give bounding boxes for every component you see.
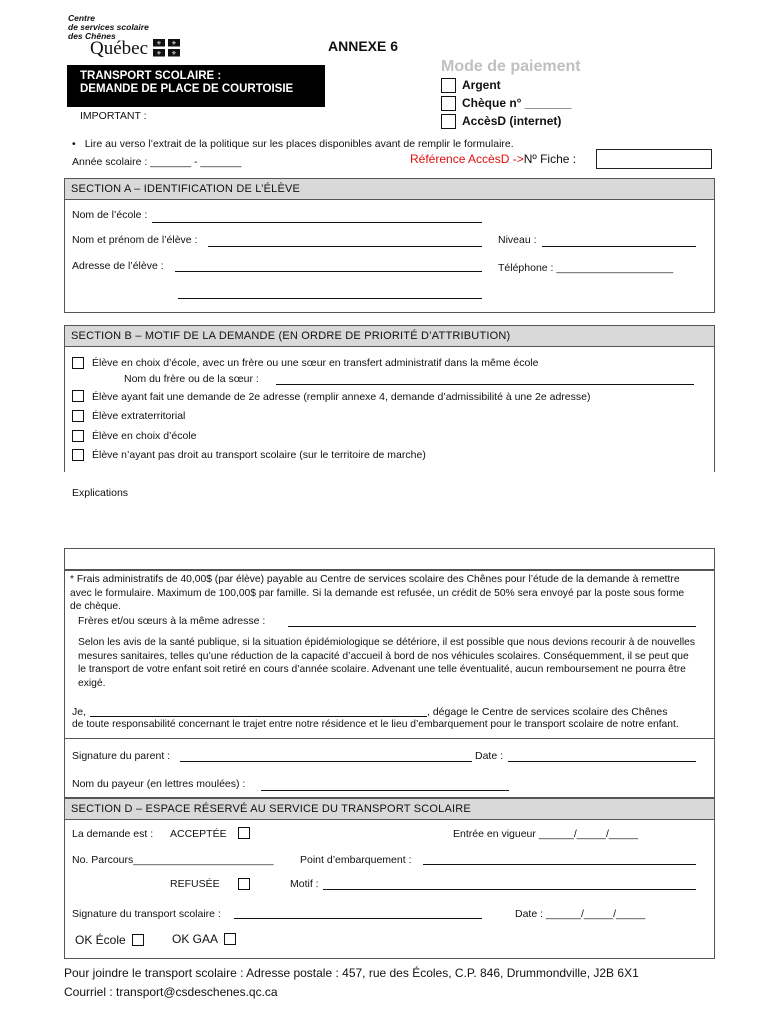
footer-email: Courriel : transport@csdeschenes.qc.ca <box>64 985 278 999</box>
ok-ecole-checkbox[interactable] <box>132 934 144 946</box>
decharge-text-1: , dégage le Centre de services scolaire des Chênes <box>427 706 668 718</box>
public-health-text: Selon les avis de la santé publique, si la situation épidémiologique se détériore, il est possible que nous devions recourir à de nouvelles mesures sanitaires, telles qu’une réduction de la capacité d’accueil à bord de nos véhicules scolaires. Conséquemment, il se peut que le transport de votre enfant soit retiré en cours d’année scolaire. Advenant une telle éventualité, aucun remboursement ne pourra être exigé. <box>78 637 696 689</box>
route-number-field[interactable]: No. Parcours________________________ <box>72 854 274 866</box>
svg-text:⚜: ⚜ <box>156 49 162 57</box>
school-name-input[interactable] <box>152 222 482 223</box>
phone-field[interactable]: Téléphone : ____________________ <box>498 262 674 274</box>
siblings-address-label: Frères et/ou sœurs à la même adresse : <box>78 615 266 627</box>
decharge-text-2: de toute responsabilité concernant le trajet entre notre résidence et le lieu d’embarquement pour le transport scolaire de notre enfant. <box>72 719 679 730</box>
form-title-banner: TRANSPORT SCOLAIRE : DEMANDE DE PLACE DE COURTOISIE <box>67 65 325 107</box>
student-name-label: Nom et prénom de l’élève : <box>72 234 198 246</box>
ok-gaa-label: OK GAA <box>172 932 219 946</box>
fiche-number-input[interactable] <box>596 149 712 169</box>
reason-option-3-checkbox[interactable] <box>72 410 84 422</box>
section-a-header: SECTION A – IDENTIFICATION DE L’ÉLÈVE <box>64 178 715 200</box>
refused-checkbox[interactable] <box>238 878 250 890</box>
svg-text:⚜: ⚜ <box>171 39 177 47</box>
payment-cheque-label: Chèque n° _______ <box>462 96 572 110</box>
annexe-label: ANNEXE 6 <box>328 38 399 54</box>
reason-option-2-checkbox[interactable] <box>72 390 84 402</box>
school-year-field[interactable]: Année scolaire : _______ - _______ <box>72 156 242 168</box>
reason-option-3-label: Élève extraterritorial <box>92 410 186 422</box>
level-input[interactable] <box>542 246 696 247</box>
transport-signature-label: Signature du transport scolaire : <box>72 908 221 920</box>
sibling-name-label: Nom du frère ou de la sœur : <box>124 373 259 385</box>
accesd-reference-label: Référence AccèsD ->Nº Fiche : <box>410 152 577 166</box>
je-name-input[interactable] <box>90 716 427 717</box>
reason-option-1-checkbox[interactable] <box>72 357 84 369</box>
transport-signature-input[interactable] <box>234 918 482 919</box>
reason-label: Motif : <box>290 878 319 890</box>
boarding-point-label: Point d’embarquement : <box>300 854 412 866</box>
payment-cheque-checkbox[interactable] <box>441 96 456 111</box>
payment-cash-checkbox[interactable] <box>441 78 456 93</box>
student-address-input-2[interactable] <box>178 298 482 299</box>
footer-address: Pour joindre le transport scolaire : Adresse postale : 457, rue des Écoles, C.P. 846, Drummondville, J2B 6X1 <box>64 966 639 980</box>
sibling-name-input[interactable] <box>276 384 694 385</box>
intro-bullet: • Lire au verso l’extrait de la politique sur les places disponibles avant de remplir le formulaire. <box>72 138 514 150</box>
payer-name-label: Nom du payeur (en lettres moulées) : <box>72 778 246 790</box>
level-label: Niveau : <box>498 234 537 246</box>
quebec-flag-icon <box>153 39 181 60</box>
demand-status-label: La demande est : <box>72 828 154 840</box>
parent-signature-input[interactable] <box>180 761 472 762</box>
explications-textarea[interactable] <box>64 472 715 546</box>
je-label: Je, <box>72 706 87 718</box>
blank-bar <box>64 548 715 570</box>
student-name-input[interactable] <box>208 246 482 247</box>
explications-label: Explications <box>72 487 129 499</box>
student-address-label: Adresse de l’élève : <box>72 260 164 272</box>
reason-option-4-label: Élève en choix d’école <box>92 430 197 442</box>
effective-date-field[interactable]: Entrée en vigueur ______/_____/_____ <box>453 828 639 840</box>
payment-title: Mode de paiement <box>441 58 581 75</box>
refused-label: REFUSÉE <box>170 878 220 890</box>
ok-ecole-label: OK École <box>75 933 126 947</box>
parent-signature-label: Signature du parent : <box>72 750 171 762</box>
reason-option-2-label: Élève ayant fait une demande de 2e adresse (remplir annexe 4, demande d’admissibilité à une 2e adresse) <box>92 391 591 403</box>
quebec-logo: Québec ⚜ ⚜ ⚜ ⚜ <box>90 38 181 60</box>
reason-input[interactable] <box>323 889 696 890</box>
section-b-header: SECTION B – MOTIF DE LA DEMANDE (EN ORDRE DE PRIORITÉ D’ATTRIBUTION) <box>64 325 715 347</box>
boarding-point-input[interactable] <box>423 864 696 865</box>
reason-option-5-label: Élève n’ayant pas droit au transport scolaire (sur le territoire de marche) <box>92 449 426 461</box>
payment-accesd-checkbox[interactable] <box>441 114 456 129</box>
ok-gaa-checkbox[interactable] <box>224 933 236 945</box>
school-name-label: Nom de l’école : <box>72 209 148 221</box>
bullet-icon: • <box>72 138 76 150</box>
important-label: IMPORTANT : <box>80 110 147 122</box>
transport-date-field[interactable]: Date : ______/_____/_____ <box>515 908 646 920</box>
accepted-label: ACCEPTÉE <box>170 828 227 840</box>
payment-accesd-label: AccèsD (internet) <box>462 114 562 128</box>
parent-date-input[interactable] <box>508 761 696 762</box>
payer-name-input[interactable] <box>261 790 509 791</box>
siblings-address-input[interactable] <box>288 626 696 627</box>
org-name: Centre de services scolaire des Chênes <box>68 13 149 41</box>
accepted-checkbox[interactable] <box>238 827 250 839</box>
reason-option-4-checkbox[interactable] <box>72 430 84 442</box>
fees-text: * Frais administratifs de 40,00$ (par élève) payable au Centre de services scolaire des Chênes pour l’étude de la demande à remettre avec le formulaire. Maximum de 100,00$ par famille. Si la demande est refusée, un crédit de 50% sera envoyé par la poste sous forme de chèque. <box>70 574 685 612</box>
section-a-box <box>64 199 715 313</box>
parent-date-label: Date : <box>475 750 504 762</box>
section-d-header: SECTION D – ESPACE RÉSERVÉ AU SERVICE DU TRANSPORT SCOLAIRE <box>64 798 715 820</box>
reason-option-1-label: Élève en choix d’école, avec un frère ou une sœur en transfert administratif dans la même école <box>92 357 539 369</box>
svg-text:⚜: ⚜ <box>156 39 162 47</box>
reason-option-5-checkbox[interactable] <box>72 449 84 461</box>
svg-text:⚜: ⚜ <box>171 49 177 57</box>
student-address-input[interactable] <box>175 271 482 272</box>
payment-cash-label: Argent <box>462 78 501 92</box>
